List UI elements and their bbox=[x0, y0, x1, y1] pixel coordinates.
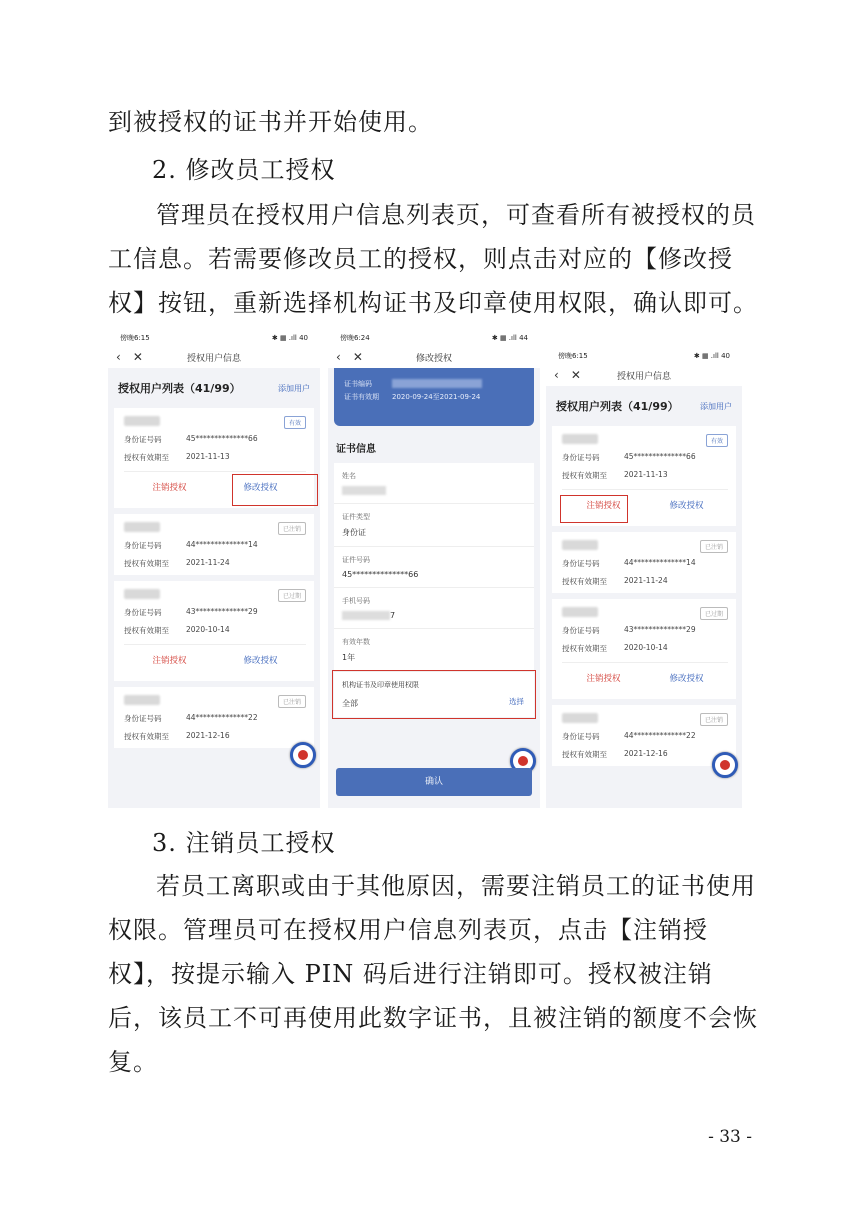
nav-bar bbox=[328, 346, 540, 368]
highlight-modify-button bbox=[232, 474, 318, 506]
back-icon[interactable]: ‹ bbox=[554, 368, 559, 382]
status-badge: 有效 bbox=[284, 416, 306, 429]
phone-screenshot-user-list-revoke bbox=[546, 348, 742, 808]
field-id-number bbox=[334, 547, 534, 588]
revoke-button[interactable]: 注销授权 bbox=[152, 483, 187, 493]
expiry-label: 授权有效期至 bbox=[124, 626, 169, 635]
expiry-value: 2021-11-24 bbox=[186, 558, 230, 567]
field-label: 证件号码 bbox=[342, 556, 370, 564]
phone-screenshot-user-list bbox=[108, 330, 320, 808]
highlight-permission-field bbox=[332, 670, 536, 719]
field-phone bbox=[334, 588, 534, 629]
status-badge: 已注销 bbox=[700, 713, 728, 726]
blurred-name bbox=[562, 540, 598, 550]
user-card bbox=[114, 581, 314, 681]
status-icons: ✱ ▦ .ıll 44 bbox=[491, 334, 528, 342]
blurred-cert-code bbox=[392, 379, 482, 388]
revoke-button[interactable]: 注销授权 bbox=[152, 656, 187, 666]
field-label: 有效年数 bbox=[342, 638, 370, 646]
blurred-name bbox=[562, 607, 598, 617]
id-label: 身份证号码 bbox=[124, 608, 162, 617]
status-badge: 已注销 bbox=[278, 695, 306, 708]
confirm-button[interactable]: 确认 bbox=[336, 768, 532, 796]
expiry-value: 2021-12-16 bbox=[624, 749, 668, 758]
nav-bar bbox=[546, 364, 742, 386]
section-heading-modify: 2. 修改员工授权 bbox=[152, 156, 336, 184]
section-heading-revoke: 3. 注销员工授权 bbox=[152, 829, 336, 857]
blurred-name bbox=[124, 589, 160, 599]
user-card bbox=[114, 514, 314, 575]
select-button[interactable]: 选择 bbox=[509, 697, 524, 706]
close-icon[interactable]: ✕ bbox=[352, 350, 363, 364]
blurred-value bbox=[342, 611, 390, 620]
status-bar bbox=[546, 348, 742, 364]
modify-button[interactable]: 修改授权 bbox=[669, 501, 704, 511]
status-time: 傍晚6:15 bbox=[120, 334, 150, 342]
revoke-button[interactable]: 注销授权 bbox=[586, 501, 621, 511]
id-value: 45**************66 bbox=[186, 434, 258, 443]
modify-button[interactable]: 修改授权 bbox=[669, 674, 704, 684]
expiry-label: 授权有效期至 bbox=[124, 453, 169, 462]
id-value: 43**************29 bbox=[186, 607, 258, 616]
status-badge: 已过期 bbox=[700, 607, 728, 620]
field-value: 身份证 bbox=[342, 528, 366, 537]
permission-field[interactable] bbox=[334, 672, 534, 717]
user-card bbox=[114, 408, 314, 508]
cert-info-title: 证书信息 bbox=[336, 444, 376, 455]
expiry-value: 2020-10-14 bbox=[186, 625, 230, 634]
id-value: 44**************14 bbox=[624, 558, 696, 567]
paragraph-revoke: 若员工离职或由于其他原因，需要注销员工的证书使用权限。管理员可在授权用户信息列表页，点击【注销授权】，按提示输入 PIN 码后进行注销即可。授权被注销后，该员工不可再使用此数字证书，且被注销的额度不会恢复。 bbox=[108, 872, 758, 1076]
blurred-value bbox=[342, 486, 386, 495]
status-icons: ✱ ▦ .ıll 40 bbox=[271, 334, 308, 342]
modify-button[interactable]: 修改授权 bbox=[243, 656, 278, 666]
status-badge: 已过期 bbox=[278, 589, 306, 602]
field-id-type bbox=[334, 504, 534, 547]
field-label: 证件类型 bbox=[342, 513, 370, 521]
blurred-name bbox=[562, 713, 598, 723]
field-value: 45**************66 bbox=[342, 570, 419, 579]
blurred-name bbox=[562, 434, 598, 444]
field-value: 1年 bbox=[342, 653, 356, 662]
status-badge: 已注销 bbox=[278, 522, 306, 535]
id-label: 身份证号码 bbox=[124, 435, 162, 444]
field-value: 7 bbox=[390, 611, 396, 620]
paragraph-modify: 管理员在授权用户信息列表页，可查看所有被授权的员工信息。若需要修改员工的授权，则点击对应的【修改授权】按钮，重新选择机构证书及印章使用权限，确认即可。 bbox=[108, 201, 758, 317]
list-header bbox=[546, 386, 742, 420]
status-icons: ✱ ▦ .ıll 40 bbox=[693, 352, 730, 360]
floating-service-icon[interactable] bbox=[290, 742, 316, 768]
expiry-label: 授权有效期至 bbox=[562, 577, 607, 586]
field-label: 手机号码 bbox=[342, 597, 370, 605]
page-number: - 33 - bbox=[708, 1127, 752, 1147]
cert-validity-label: 证书有效期 bbox=[344, 393, 379, 401]
user-card bbox=[552, 532, 736, 593]
id-label: 身份证号码 bbox=[562, 626, 600, 635]
expiry-label: 授权有效期至 bbox=[124, 559, 169, 568]
highlight-revoke-button bbox=[560, 495, 628, 523]
status-bar bbox=[328, 330, 540, 346]
id-label: 身份证号码 bbox=[562, 559, 600, 568]
status-badge: 有效 bbox=[706, 434, 728, 447]
permission-value: 全部 bbox=[342, 699, 358, 708]
expiry-label: 授权有效期至 bbox=[562, 750, 607, 759]
floating-service-icon[interactable] bbox=[712, 752, 738, 778]
expiry-value: 2020-10-14 bbox=[624, 643, 668, 652]
back-icon[interactable]: ‹ bbox=[336, 350, 341, 364]
revoke-button[interactable]: 注销授权 bbox=[586, 674, 621, 684]
id-value: 43**************29 bbox=[624, 625, 696, 634]
field-label: 姓名 bbox=[342, 472, 356, 480]
paragraph-continuation: 到被授权的证书并开始使用。 bbox=[108, 108, 433, 136]
blurred-name bbox=[124, 522, 160, 532]
blurred-name bbox=[124, 695, 160, 705]
close-icon[interactable]: ✕ bbox=[132, 350, 143, 364]
list-title: 授权用户列表（41/99） bbox=[118, 382, 241, 395]
expiry-label: 授权有效期至 bbox=[124, 732, 169, 741]
expiry-value: 2021-11-13 bbox=[624, 470, 668, 479]
user-card bbox=[552, 599, 736, 699]
expiry-label: 授权有效期至 bbox=[562, 644, 607, 653]
list-header bbox=[108, 368, 320, 402]
back-icon[interactable]: ‹ bbox=[116, 350, 121, 364]
cert-validity-value: 2020-09-24至2021-09-24 bbox=[392, 393, 481, 401]
nav-title: 修改授权 bbox=[415, 353, 452, 364]
expiry-label: 授权有效期至 bbox=[562, 471, 607, 480]
permission-label: 机构证书及印章使用权限 bbox=[342, 681, 419, 689]
status-time: 傍晚6:15 bbox=[558, 352, 588, 360]
id-value: 44**************14 bbox=[186, 540, 258, 549]
id-label: 身份证号码 bbox=[124, 541, 162, 550]
status-time: 傍晚6:24 bbox=[340, 334, 370, 342]
close-icon[interactable]: ✕ bbox=[570, 368, 581, 382]
field-name bbox=[334, 463, 534, 504]
nav-title: 授权用户信息 bbox=[186, 353, 241, 364]
cert-code-label: 证书编码 bbox=[344, 380, 372, 388]
status-badge: 已注销 bbox=[700, 540, 728, 553]
id-value: 44**************22 bbox=[624, 731, 696, 740]
expiry-value: 2021-11-13 bbox=[186, 452, 230, 461]
nav-bar bbox=[108, 346, 320, 368]
modify-button[interactable]: 修改授权 bbox=[243, 483, 278, 493]
id-value: 45**************66 bbox=[624, 452, 696, 461]
user-card bbox=[552, 705, 736, 766]
expiry-value: 2021-11-24 bbox=[624, 576, 668, 585]
user-card bbox=[552, 426, 736, 526]
id-label: 身份证号码 bbox=[562, 732, 600, 741]
id-value: 44**************22 bbox=[186, 713, 258, 722]
add-user-button[interactable]: 添加用户 bbox=[278, 383, 310, 393]
add-user-button[interactable]: 添加用户 bbox=[700, 401, 732, 411]
nav-title: 授权用户信息 bbox=[616, 371, 671, 382]
field-valid-years bbox=[334, 629, 534, 672]
phone-screenshot-modify-authorization bbox=[328, 330, 540, 808]
id-label: 身份证号码 bbox=[124, 714, 162, 723]
blurred-name bbox=[124, 416, 160, 426]
id-label: 身份证号码 bbox=[562, 453, 600, 462]
expiry-value: 2021-12-16 bbox=[186, 731, 230, 740]
user-card bbox=[114, 687, 314, 748]
status-bar bbox=[108, 330, 320, 346]
list-title: 授权用户列表（41/99） bbox=[556, 400, 679, 413]
certificate-banner bbox=[334, 368, 534, 426]
